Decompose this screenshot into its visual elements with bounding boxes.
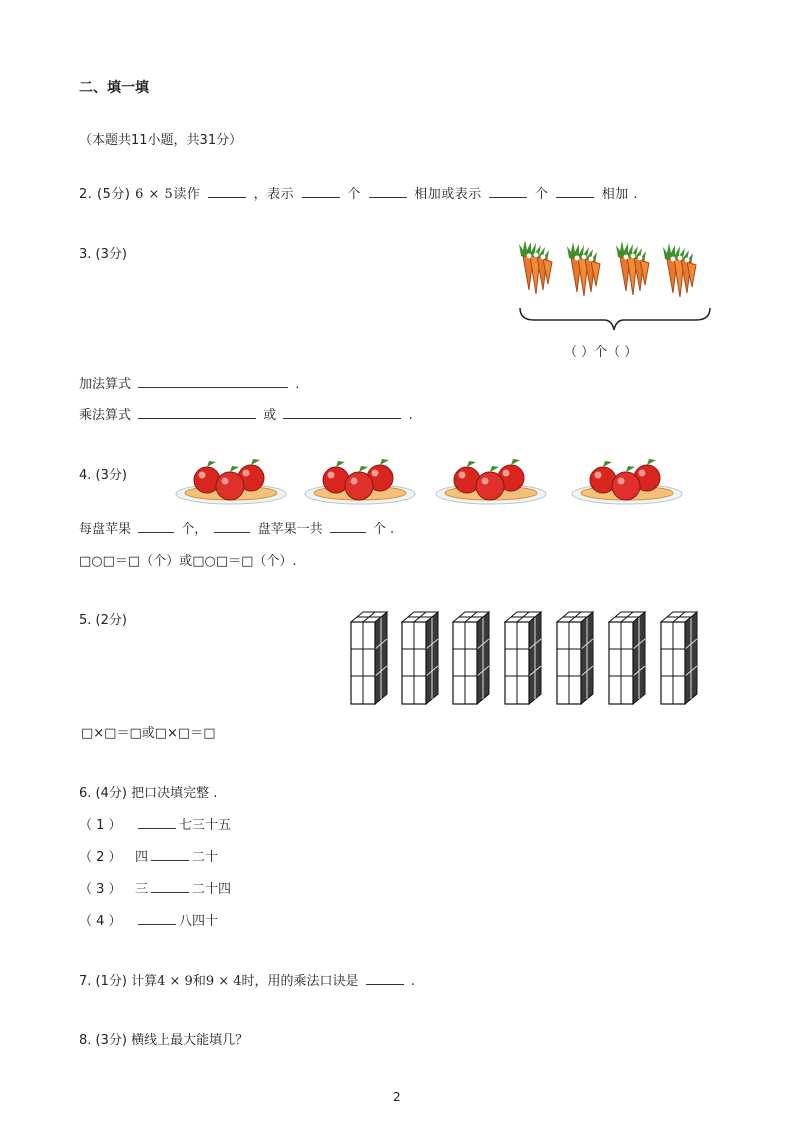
question-2 xyxy=(79,183,638,202)
answer-blank[interactable] xyxy=(369,184,407,198)
page-number: 2 xyxy=(393,1090,401,1104)
q6-item-after: 八四十 xyxy=(179,914,219,929)
q3-score: (3分) xyxy=(95,247,127,262)
q4-text-3: 盘苹果一共 xyxy=(257,522,323,537)
answer-blank[interactable] xyxy=(138,374,288,388)
q7-text-4: . xyxy=(410,974,415,989)
carrot-bundles-image xyxy=(512,236,717,336)
apple-plate xyxy=(572,459,682,504)
q6-item-before: 四 xyxy=(135,850,149,865)
q7-text-2: 和 xyxy=(192,974,206,989)
answer-blank[interactable] xyxy=(138,405,256,419)
answer-blank[interactable] xyxy=(489,184,527,198)
q4-number: 4. xyxy=(79,468,92,483)
answer-blank[interactable] xyxy=(366,971,404,985)
apple-plates-image xyxy=(172,452,687,510)
q6-item-label: （ 1 ） xyxy=(79,818,122,833)
q2-score: (5分) xyxy=(97,187,131,202)
q6-number: 6. xyxy=(79,786,92,801)
answer-blank[interactable] xyxy=(151,847,189,861)
section-title: 二、填一填 xyxy=(79,80,149,96)
question-8 xyxy=(79,1029,248,1048)
q7-text-1: 计算 xyxy=(131,974,158,989)
q6-item-3 xyxy=(79,878,231,897)
answer-blank[interactable] xyxy=(151,879,189,893)
cube-stacks-image xyxy=(345,608,715,712)
q3-add-label: 加法算式 xyxy=(79,377,132,392)
q3-mul-end: . xyxy=(408,408,413,423)
carrot-bunch xyxy=(663,243,696,297)
q3-mul-or: 或 xyxy=(263,408,277,423)
q6-item-4 xyxy=(79,910,218,929)
question-5 xyxy=(79,609,127,628)
q2-text-3: 个 xyxy=(347,187,361,202)
apple-plate xyxy=(176,459,286,504)
q6-item-after: 二十 xyxy=(192,850,219,865)
q5-number: 5. xyxy=(79,613,92,628)
q6-item-label: （ 3 ） xyxy=(79,882,122,897)
q6-score: (4分) xyxy=(95,786,127,801)
carrot-bunch xyxy=(567,242,600,296)
q3-add-end: . xyxy=(295,377,300,392)
answer-blank[interactable] xyxy=(214,519,250,533)
q3-addition-line xyxy=(79,373,299,392)
q8-text: 横线上最大能填几？ xyxy=(131,1033,249,1048)
q6-item-after: 七三十五 xyxy=(179,818,232,833)
cube-stack xyxy=(609,612,645,704)
cube-stack xyxy=(557,612,593,704)
q2-text-1: 读作 xyxy=(173,187,201,202)
question-6 xyxy=(79,782,217,801)
q4-text-1: 每盘苹果 xyxy=(79,522,132,537)
q5-line: □×□＝□或□×□＝□ xyxy=(81,726,216,741)
carrot-bunch xyxy=(616,241,649,295)
carrot-bunch xyxy=(519,240,552,294)
question-7 xyxy=(79,970,415,989)
cube-stack xyxy=(351,612,387,704)
cube-stack xyxy=(505,612,541,704)
q8-score: (3分) xyxy=(95,1033,127,1048)
q3-multiplication-line xyxy=(79,404,413,423)
q6-text: 把口决填完整 . xyxy=(131,786,218,801)
q7-number: 7. xyxy=(79,974,92,989)
q5-score: (2分) xyxy=(95,613,127,628)
answer-blank[interactable] xyxy=(138,815,176,829)
q4-line-2: □○□＝□（个）或□○□＝□（个）. xyxy=(79,554,297,569)
question-3 xyxy=(79,243,127,262)
q6-item-after: 二十四 xyxy=(192,882,232,897)
q2-expression: 6 × 5 xyxy=(135,187,174,202)
q3-mul-label: 乘法算式 xyxy=(79,408,132,423)
q4-text-2: 个， xyxy=(181,522,208,537)
q6-item-label: （ 4 ） xyxy=(79,914,122,929)
q4-text-4: 个 . xyxy=(372,522,395,537)
q8-number: 8. xyxy=(79,1033,92,1048)
curly-brace xyxy=(520,308,710,330)
cube-stack xyxy=(402,612,438,704)
apple-plate xyxy=(305,459,415,504)
answer-blank[interactable] xyxy=(556,184,594,198)
q7-score: (1分) xyxy=(95,974,127,989)
q2-text-4: 相加或表示 xyxy=(414,187,482,202)
question-4 xyxy=(79,464,127,483)
q4-score: (3分) xyxy=(95,468,127,483)
apple-plate xyxy=(436,459,546,504)
q4-line-1 xyxy=(79,518,394,537)
q6-item-before: 三 xyxy=(135,882,149,897)
answer-blank[interactable] xyxy=(330,519,366,533)
cube-stack xyxy=(453,612,489,704)
q3-number: 3. xyxy=(79,247,92,262)
answer-blank[interactable] xyxy=(138,911,176,925)
carrot-caption: （ ）个（ ） xyxy=(564,345,638,360)
cube-stack xyxy=(661,612,697,704)
section-note: （本题共11小题，共31分） xyxy=(79,133,243,148)
answer-blank[interactable] xyxy=(208,184,246,198)
q7-expression-2: 9 × 4 xyxy=(205,974,242,989)
q2-number: 2. xyxy=(79,187,93,202)
q2-text-2: ，表示 xyxy=(253,187,295,202)
q6-item-2 xyxy=(79,846,218,865)
q6-item-label: （ 2 ） xyxy=(79,850,122,865)
q2-text-6: 相加 . xyxy=(601,187,639,202)
q7-expression-1: 4 × 9 xyxy=(157,974,193,989)
answer-blank[interactable] xyxy=(283,405,401,419)
answer-blank[interactable] xyxy=(302,184,340,198)
answer-blank[interactable] xyxy=(138,519,174,533)
q7-text-3: 时，用的乘法口诀是 xyxy=(241,974,359,989)
q6-item-1 xyxy=(79,814,231,833)
q2-text-5: 个 xyxy=(535,187,549,202)
